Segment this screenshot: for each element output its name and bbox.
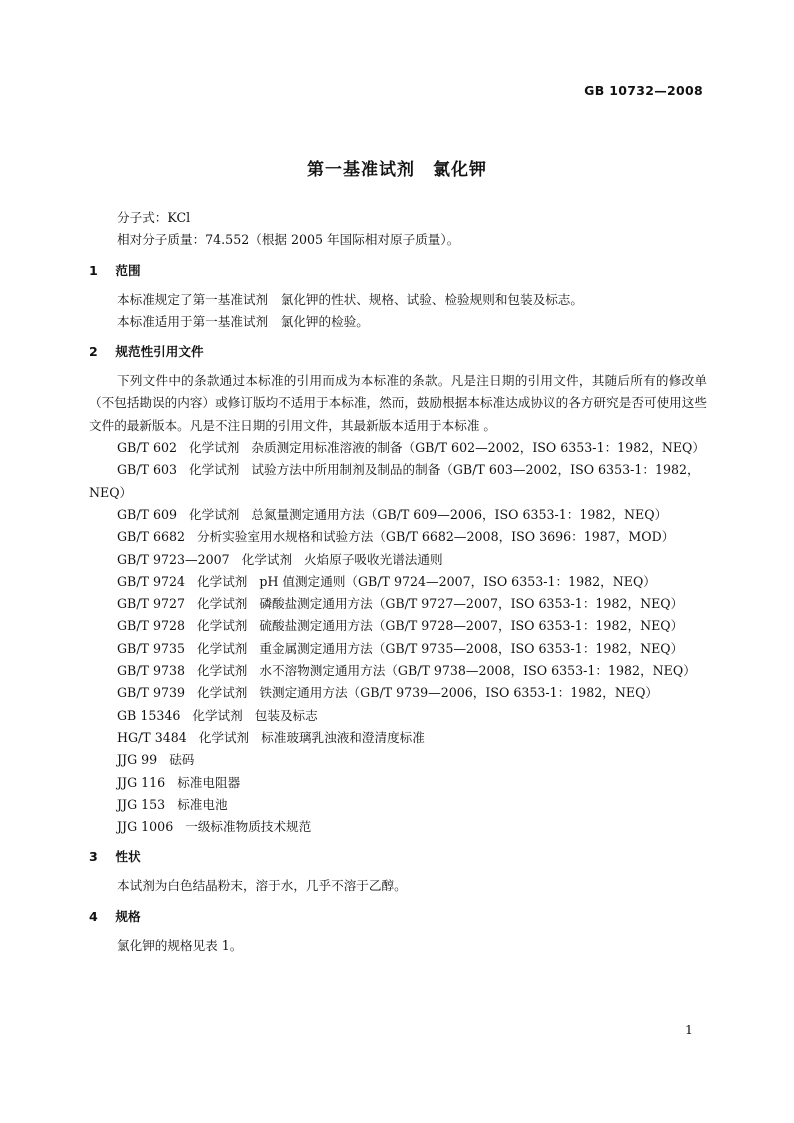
reference-title: 试验方法中所用制剂及制品的制备（GB/T 603—2002，ISO 6353-1：1982，NEQ） — [89, 462, 700, 500]
reference-code: GB/T 9723—2007 — [117, 551, 230, 567]
reference-title: 硫酸盐测定通用方法（GB/T 9728—2007，ISO 6353-1：1982，NEQ） — [259, 618, 684, 634]
section-number: 2 — [89, 344, 98, 360]
page-number: 1 — [685, 1022, 693, 1037]
reference-item — [89, 549, 707, 571]
reference-code: GB/T 6682 — [117, 529, 186, 545]
reference-category: 化学试剂 — [197, 618, 248, 634]
reference-category: 化学试剂 — [197, 573, 248, 589]
section-heading-specification — [89, 906, 707, 928]
references-intro — [89, 370, 707, 437]
reference-item — [89, 437, 707, 459]
scope-paragraph: 本标准适用于第一基准试剂 氯化钾的检验。 — [117, 313, 369, 329]
reference-item — [89, 526, 707, 548]
reference-item — [89, 794, 707, 816]
reference-item — [89, 816, 707, 838]
reference-title: 一级标准物质技术规范 — [185, 819, 312, 835]
reference-code: GB/T 9738 — [117, 663, 186, 679]
reference-title: 杂质测定用标准溶液的制备（GB/T 602—2002，ISO 6353-1：1982，NEQ） — [251, 440, 705, 456]
reference-category: 化学试剂 — [189, 440, 240, 456]
reference-category: 化学试剂 — [197, 685, 248, 701]
reference-title: 标准玻璃乳浊液和澄清度标准 — [261, 729, 425, 745]
reference-item — [89, 593, 707, 615]
reference-code: JJG 116 — [117, 774, 166, 790]
section-number: 3 — [89, 849, 98, 865]
reference-category: 化学试剂 — [189, 462, 240, 478]
reference-category: 化学试剂 — [189, 506, 240, 522]
reference-code: JJG 1006 — [117, 819, 174, 835]
reference-code: GB/T 9728 — [117, 618, 186, 634]
reference-code: JJG 153 — [117, 796, 166, 812]
molar-mass: 相对分子质量：74.552（根据 2005 年国际相对原子质量）。 — [117, 232, 460, 248]
reference-code: GB/T 603 — [117, 462, 177, 478]
reference-title: 磷酸盐测定通用方法（GB/T 9727—2007，ISO 6353-1：1982，NEQ） — [259, 596, 684, 612]
reference-category: 化学试剂 — [198, 729, 250, 745]
scope-paragraph: 本标准规定了第一基准试剂 氯化钾的性状、规格、试验、检验规则和包装及标志。 — [117, 291, 583, 307]
section-number: 4 — [89, 908, 98, 924]
reference-item — [89, 682, 707, 704]
section-heading-properties — [89, 846, 707, 868]
section-heading-scope — [89, 260, 707, 282]
page-title: 第一基准试剂 氯化钾 — [307, 160, 487, 180]
reference-title: 标准电池 — [177, 796, 228, 812]
reference-category: 化学试剂 — [241, 551, 293, 567]
reference-code: HG/T 3484 — [117, 729, 187, 745]
reference-code: GB/T 9739 — [117, 685, 186, 701]
reference-item — [89, 504, 707, 526]
reference-code: GB/T 609 — [117, 506, 177, 522]
reference-item — [89, 772, 707, 794]
molecular-formula: 分子式：KCl — [117, 210, 191, 225]
reference-title: 铁测定通用方法（GB/T 9739—2006，ISO 6353-1：1982，NEQ） — [259, 685, 659, 701]
properties-paragraph: 本试剂为白色结晶粉末，溶于水，几乎不溶于乙醇。 — [117, 878, 407, 894]
reference-code: GB/T 9724 — [117, 573, 186, 589]
section-title: 性状 — [115, 849, 141, 865]
reference-category: 化学试剂 — [192, 707, 243, 723]
reference-list — [89, 437, 707, 838]
reference-title: 火焰原子吸收光谱法通则 — [304, 551, 443, 567]
reference-category: 化学试剂 — [197, 596, 248, 612]
reference-item — [89, 615, 707, 637]
document-body — [89, 207, 707, 957]
reference-category: 化学试剂 — [197, 640, 248, 656]
reference-item — [89, 660, 707, 682]
reference-code: GB/T 9735 — [117, 640, 186, 656]
standard-code: GB 10732—2008 — [584, 83, 703, 98]
reference-item — [89, 727, 707, 749]
section-title: 规格 — [115, 908, 141, 924]
reference-code: GB/T 9727 — [117, 596, 186, 612]
reference-item — [89, 638, 707, 660]
reference-item — [89, 749, 707, 771]
section-title: 范围 — [115, 262, 141, 278]
section-number: 1 — [89, 262, 98, 278]
section-title: 规范性引用文件 — [115, 344, 204, 360]
reference-item — [89, 571, 707, 593]
reference-title: pH 值测定通则（GB/T 9724—2007，ISO 6353-1：1982，NEQ） — [259, 573, 656, 589]
reference-title: 分析实验室用水规格和试验方法（GB/T 6682—2008，ISO 3696：1987，MOD） — [197, 529, 675, 545]
specification-paragraph: 氯化钾的规格见表 1。 — [117, 937, 243, 953]
reference-category: 化学试剂 — [197, 663, 248, 679]
reference-code: GB/T 602 — [117, 440, 177, 456]
reference-title: 总氮量测定通用方法（GB/T 609—2006，ISO 6353-1：1982，NEQ） — [251, 506, 668, 522]
reference-title: 包装及标志 — [254, 707, 318, 723]
reference-code: GB 15346 — [117, 707, 181, 723]
reference-item — [89, 459, 707, 504]
reference-title: 标准电阻器 — [177, 774, 241, 790]
reference-title: 重金属测定通用方法（GB/T 9735—2008，ISO 6353-1：1982，NEQ） — [259, 640, 684, 656]
section-heading-references — [89, 341, 707, 363]
reference-title: 水不溶物测定通用方法（GB/T 9738—2008，ISO 6353-1：1982，NEQ） — [259, 663, 696, 679]
references-intro-text: 下列文件中的条款通过本标准的引用而成为本标准的条款。凡是注日期的引用文件，其随后所有的修改单（不包括勘误的内容）或修订版均不适用于本标准，然而，鼓励根据本标准达成协议的各方研究是否可使用这些文件的最新版本。凡是不注日期的引用文件，其最新版本适用于本标准 。 — [89, 373, 707, 433]
reference-title: 砝码 — [169, 752, 195, 768]
reference-item — [89, 705, 707, 727]
reference-code: JJG 99 — [117, 752, 158, 768]
